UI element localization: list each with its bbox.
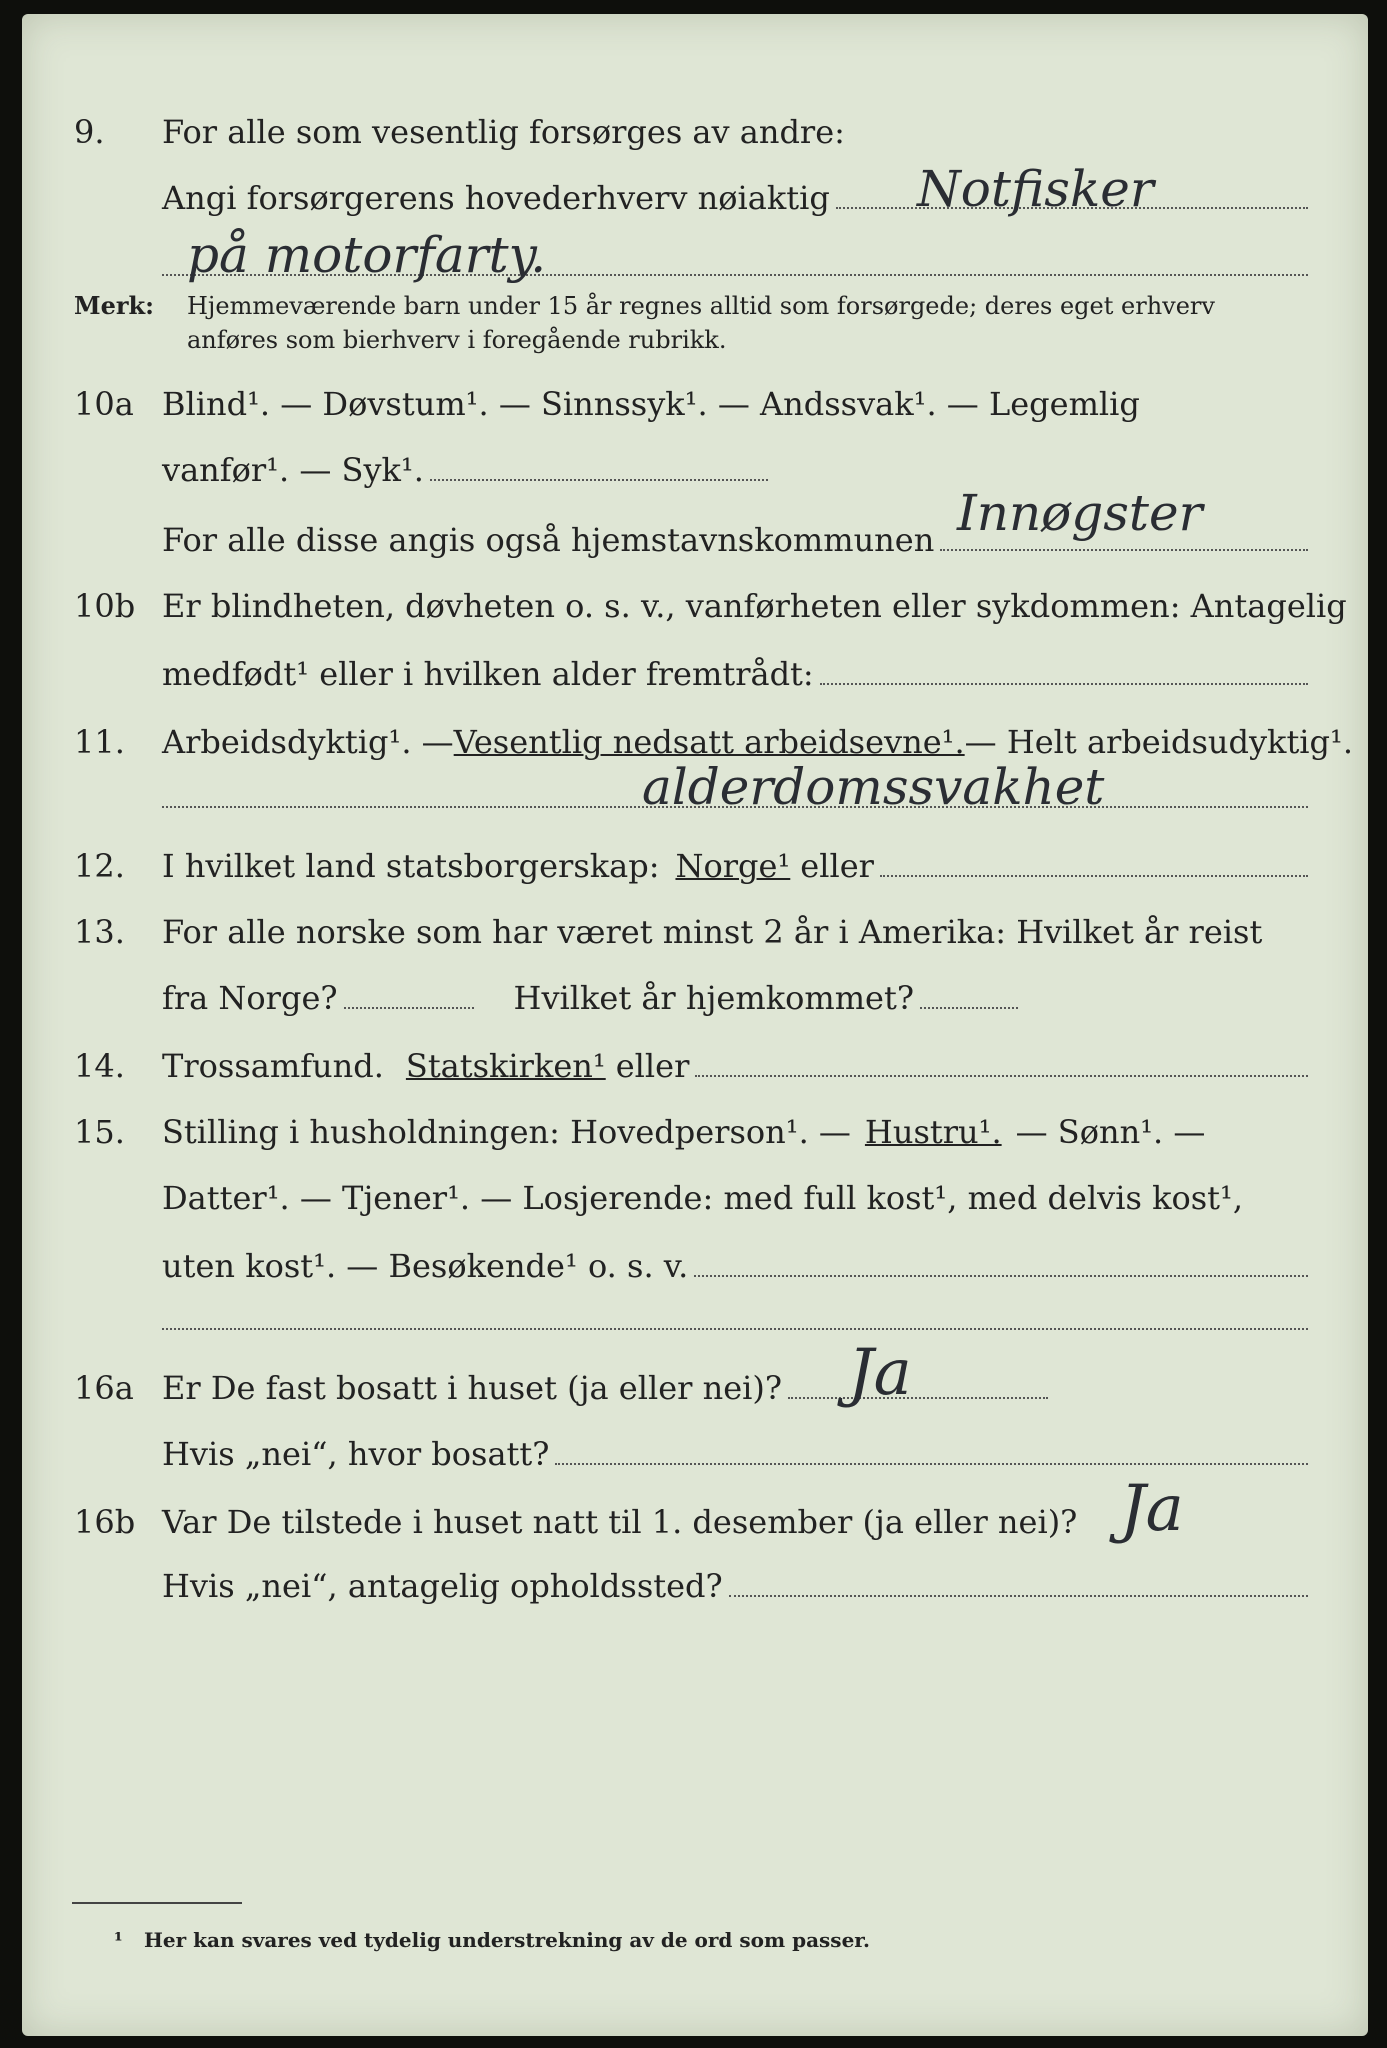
q13-reist-label: fra Norge? [162,979,338,1017]
q15-hustru-underlined: Hustru¹. [864,1113,1002,1151]
q16a-number: 16a [74,1369,134,1407]
q10b-line-1: Er blindheten, døvheten o. s. v., vanførheten eller sykdommen: Antagelig [162,587,1347,625]
q9-line-1: For alle som vesentlig forsørges av andre: [162,113,845,151]
footnote-text: Her kan svares ved tydelig understrekning av de ord som passer. [144,1928,870,1952]
q14-answer-line[interactable] [695,1049,1308,1077]
q15-answer-line-2[interactable] [162,1328,1308,1330]
q12-number: 12. [74,847,125,885]
q13-hjemkommet-answer-line[interactable] [920,981,1018,1009]
merk-line-1: Hjemmeværende barn under 15 år regnes alltid som forsørgede; deres eget erhverv [187,292,1215,320]
q16b-number: 16b [74,1503,136,1541]
census-form-page [22,14,1368,2036]
q12-eller: eller [800,847,874,885]
q11-handwritten-answer: alderdomssvakhet [642,758,1105,816]
footnote-rule [72,1902,242,1904]
q10a-handwritten-answer: Innøgster [957,484,1203,542]
q10b-number: 10b [74,587,136,625]
merk-line-2: anføres som bierhverv i foregående rubrikk. [187,326,727,354]
q15-line-2: Datter¹. — Tjener¹. — Losjerende: med full kost¹, med delvis kost¹, [162,1179,1244,1217]
q15-answer-line-1[interactable] [694,1249,1308,1277]
q9-line-2: Angi forsørgerens hovederhverv nøiaktig [162,179,830,217]
q10a-syk-answer-line[interactable] [430,453,768,481]
q10a-line-2: vanfør¹. — Syk¹. [162,451,424,489]
q10a-line-1: Blind¹. — Døvstum¹. — Sinnssyk¹. — Andssvak¹. — Legemlig [162,385,1140,423]
q9-number: 9. [74,113,105,151]
q13-hjemkommet-label: Hvilket år hjemkommet? [513,979,914,1017]
q14-number: 14. [74,1047,125,1085]
q16a-handwritten-answer: Ja [848,1336,912,1410]
q11-helt-arbeidsudyktig: — Helt arbeidsudyktig¹. [964,723,1354,761]
q11-vesentlig-nedsatt-underlined: Vesentlig nedsatt arbeidsevne¹. [453,723,965,761]
q12-answer-line[interactable] [880,849,1308,877]
q11-arbeidsdyktig: Arbeidsdyktig¹. — [162,723,454,761]
q15-hovedperson: Stilling i husholdningen: Hovedperson¹. — [162,1113,851,1151]
q14-statskirken-underlined: Statskirken¹ [405,1047,606,1085]
merk-label: Merk: [74,291,154,320]
q15-sonn: — Sønn¹. — [1015,1113,1206,1151]
q16b-handwritten-answer: Ja [1120,1472,1184,1546]
q16b-line-1: Var De tilstede i huset natt til 1. desember (ja eller nei)? [162,1503,1078,1541]
q14-eller: eller [615,1047,690,1085]
q15-number: 15. [74,1113,125,1151]
q16a-answer-line[interactable] [788,1371,1048,1399]
q10a-line-3: For alle disse angis også hjemstavnskommunen [162,521,935,559]
q10a-number: 10a [74,385,134,423]
q11-number: 11. [74,723,125,761]
q13-reist-answer-line[interactable] [344,981,474,1009]
q16b-answer-line[interactable] [729,1569,1308,1597]
q9-handwritten-answer-2: på motorfarty. [187,226,547,284]
q10b-line-2: medfødt¹ eller i hvilken alder fremtrådt: [162,655,814,693]
q13-number: 13. [74,913,125,951]
q16a-bosatt-answer-line[interactable] [555,1437,1308,1465]
footnote-mark: ¹ [114,1928,123,1952]
q16b-line-2: Hvis „nei“, antagelig opholdssted? [162,1567,723,1605]
q16a-line-1: Er De fast bosatt i huset (ja eller nei)? [162,1369,783,1407]
q14-text: Trossamfund. [162,1047,384,1085]
q12-norge-underlined: Norge¹ [675,847,791,885]
q12-text: I hvilket land statsborgerskap: [162,847,660,885]
q13-line-1: For alle norske som har været minst 2 år i Amerika: Hvilket år reist [162,913,1263,951]
q9-handwritten-answer-1: Notfisker [917,160,1154,218]
q10b-answer-line[interactable] [820,657,1308,685]
q16a-line-2: Hvis „nei“, hvor bosatt? [162,1435,550,1473]
q15-line-3: uten kost¹. — Besøkende¹ o. s. v. [162,1247,689,1285]
